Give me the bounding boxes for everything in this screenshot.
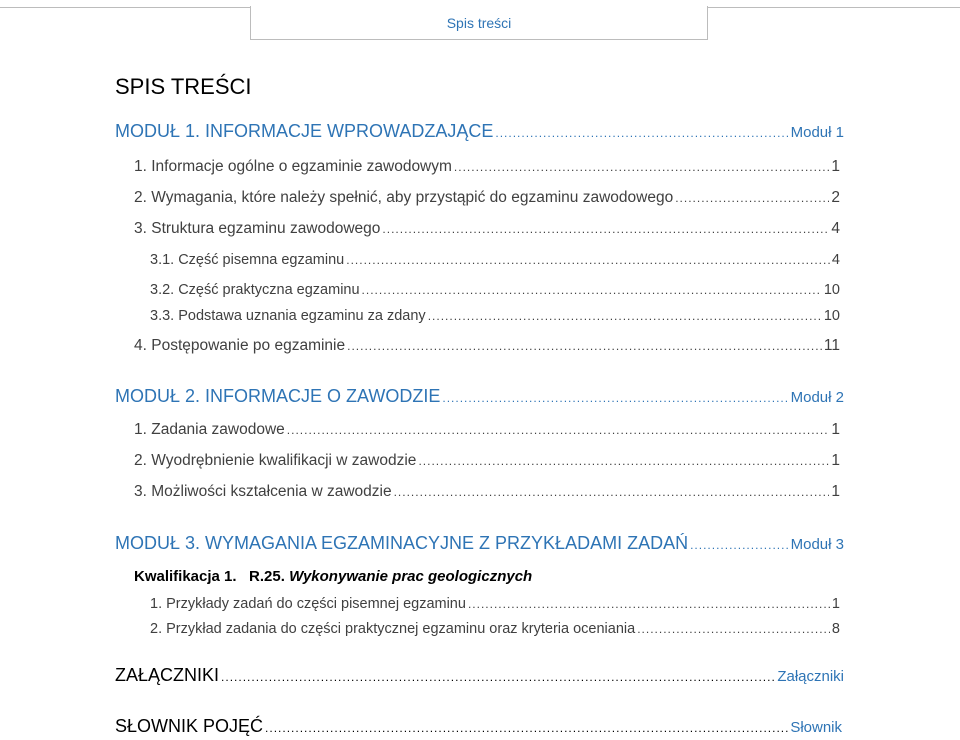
page-header bbox=[250, 6, 708, 40]
toc-subentry[interactable] bbox=[150, 282, 840, 298]
toc-subentry[interactable] bbox=[150, 308, 840, 324]
header-title: Spis treści bbox=[446, 14, 512, 31]
toc-page-ref: Słownik bbox=[790, 719, 842, 736]
toc-leader-dots bbox=[418, 454, 829, 468]
toc-leader-dots bbox=[454, 160, 829, 174]
toc-module-label: MODUŁ 2. INFORMACJE O ZAWODZIE bbox=[115, 386, 441, 406]
toc-entry[interactable] bbox=[134, 220, 840, 238]
toc-module-3[interactable] bbox=[115, 533, 844, 554]
toc-subentry[interactable] bbox=[150, 252, 840, 268]
toc-entry[interactable] bbox=[134, 189, 840, 207]
toc-subentry[interactable] bbox=[150, 621, 840, 637]
toc-entry-label: 2. Wyodrębnienie kwalifikacji w zawodzie bbox=[134, 452, 417, 469]
toc-page-ref: Moduł 3 bbox=[790, 536, 844, 553]
toc-entry[interactable] bbox=[134, 421, 840, 439]
toc-entry-label: 2. Wymagania, które należy spełnić, aby przystąpić do egzaminu zawodowego bbox=[134, 189, 674, 206]
toc-entry[interactable] bbox=[134, 337, 840, 355]
toc-entry-label: 3.2. Część praktyczna egzaminu bbox=[150, 282, 360, 298]
toc-leader-dots bbox=[468, 597, 830, 611]
toc-entry[interactable] bbox=[134, 452, 840, 470]
toc-module-2[interactable] bbox=[115, 386, 844, 407]
toc-subentry[interactable] bbox=[150, 596, 840, 612]
toc-page-number: 11 bbox=[823, 337, 840, 354]
toc-entry-label: 3. Możliwości kształcenia w zawodzie bbox=[134, 483, 392, 500]
toc-page-number: 1 bbox=[831, 596, 840, 612]
toc-leader-dots bbox=[394, 485, 830, 499]
qualification-name: Wykonywanie prac geologicznych bbox=[289, 568, 533, 585]
toc-module-1[interactable] bbox=[115, 121, 844, 142]
toc-appendix-label: SŁOWNIK POJĘĆ bbox=[115, 716, 264, 736]
toc-module-label: MODUŁ 3. WYMAGANIA EGZAMINACYJNE Z PRZYKŁADAMI ZADAŃ bbox=[115, 533, 689, 553]
header-rule-right bbox=[707, 7, 960, 8]
toc-leader-dots bbox=[347, 339, 822, 353]
toc-page-ref: Załączniki bbox=[777, 668, 844, 685]
toc-entry[interactable] bbox=[134, 483, 840, 501]
toc-entry-label: 3.1. Część pisemna egzaminu bbox=[150, 252, 345, 268]
toc-leader-dots bbox=[287, 423, 830, 437]
toc-leader-dots bbox=[221, 670, 775, 684]
toc-leader-dots bbox=[495, 126, 788, 140]
toc-page-number: 8 bbox=[831, 621, 840, 637]
toc-leader-dots bbox=[675, 191, 829, 205]
toc-page-number: 1 bbox=[831, 483, 840, 500]
toc-entry-label: 3. Struktura egzaminu zawodowego bbox=[134, 220, 381, 237]
toc-entry-label: 2. Przykład zadania do części praktycznej egzaminu oraz kryteria oceniania bbox=[150, 621, 636, 637]
toc-entry-label: 4. Postępowanie po egzaminie bbox=[134, 337, 346, 354]
toc-qualification-heading[interactable] bbox=[134, 568, 532, 585]
toc-entry-label: 1. Zadania zawodowe bbox=[134, 421, 285, 438]
toc-page-ref: Moduł 2 bbox=[790, 389, 844, 406]
toc-leader-dots bbox=[265, 721, 788, 735]
toc-leader-dots bbox=[382, 222, 829, 236]
toc-page-number: 1 bbox=[831, 421, 840, 438]
toc-entry-label: 1. Przykłady zadań do części pisemnej egzaminu bbox=[150, 596, 466, 612]
toc-leader-dots bbox=[346, 253, 830, 267]
toc-module-label: MODUŁ 1. INFORMACJE WPROWADZAJĄCE bbox=[115, 121, 494, 141]
toc-leader-dots bbox=[637, 622, 830, 636]
toc-leader-dots bbox=[428, 309, 822, 323]
toc-page-ref: Moduł 1 bbox=[790, 124, 844, 141]
toc-page-number: 4 bbox=[831, 220, 840, 237]
toc-leader-dots bbox=[442, 391, 788, 405]
toc-leader-dots bbox=[690, 538, 789, 552]
qualification-prefix: Kwalifikacja 1. R.25. bbox=[134, 568, 290, 585]
toc-page-number: 10 bbox=[823, 282, 840, 298]
header-rule-left bbox=[0, 7, 250, 8]
toc-appendix-label: ZAŁĄCZNIKI bbox=[115, 665, 220, 685]
toc-page-number: 10 bbox=[823, 308, 840, 324]
toc-page-number: 1 bbox=[831, 158, 840, 175]
toc-page-number: 4 bbox=[831, 252, 840, 268]
toc-page-number: 1 bbox=[831, 452, 840, 469]
toc-title: SPIS TREŚCI bbox=[115, 74, 252, 99]
toc-entry-label: 1. Informacje ogólne o egzaminie zawodowym bbox=[134, 158, 452, 175]
toc-glossary[interactable] bbox=[115, 716, 842, 737]
toc-entry-label: 3.3. Podstawa uznania egzaminu za zdany bbox=[150, 308, 426, 324]
toc-page-number: 2 bbox=[831, 189, 840, 206]
toc-entry[interactable] bbox=[134, 158, 840, 176]
toc-leader-dots bbox=[362, 283, 822, 297]
toc-appendices[interactable] bbox=[115, 665, 844, 686]
